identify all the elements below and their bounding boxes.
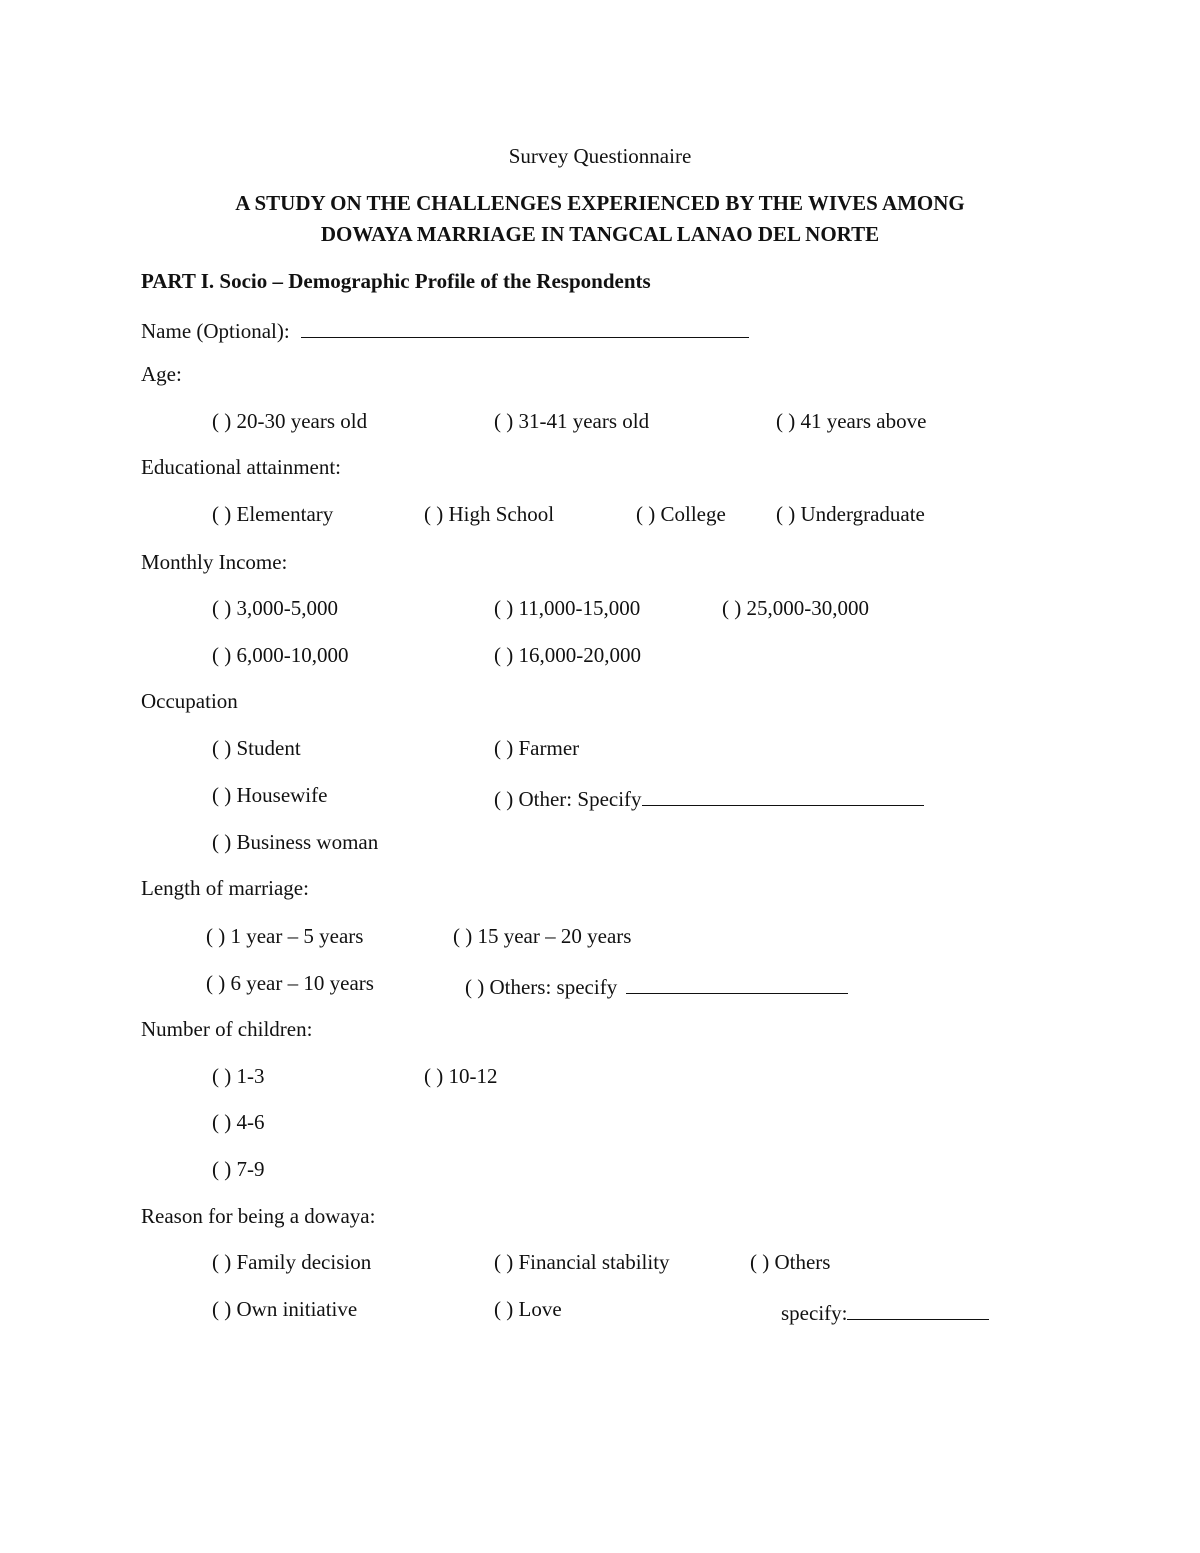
- occupation-option-student[interactable]: ( ) Student: [212, 736, 301, 760]
- marriage-length-label: Length of marriage:: [141, 876, 309, 900]
- reason-option-financial-stability[interactable]: ( ) Financial stability: [494, 1250, 670, 1274]
- income-label: Monthly Income:: [141, 550, 288, 574]
- education-option-high-school[interactable]: ( ) High School: [424, 502, 555, 526]
- form-title: Survey Questionnaire: [508, 144, 692, 168]
- age-option-31-41[interactable]: ( ) 31-41 years old: [494, 409, 650, 433]
- education-option-undergraduate[interactable]: ( ) Undergraduate: [776, 502, 925, 526]
- marriage-specify-blank[interactable]: [626, 973, 848, 994]
- income-option-16000-20000[interactable]: ( ) 16,000-20,000: [494, 643, 641, 667]
- reason-specify-row: [781, 1299, 989, 1324]
- children-option-7-9[interactable]: ( ) 7-9: [212, 1157, 265, 1181]
- reason-option-own-initiative[interactable]: ( ) Own initiative: [212, 1297, 358, 1321]
- education-option-college[interactable]: ( ) College: [636, 502, 726, 526]
- children-label: Number of children:: [141, 1017, 313, 1041]
- education-label: Educational attainment:: [141, 455, 342, 479]
- children-option-1-3[interactable]: ( ) 1-3: [212, 1064, 265, 1088]
- children-option-10-12[interactable]: ( ) 10-12: [424, 1064, 498, 1088]
- occupation-option-other[interactable]: ( ) Other: Specify: [494, 787, 642, 811]
- reason-option-others[interactable]: ( ) Others: [750, 1250, 831, 1274]
- age-option-41-above[interactable]: ( ) 41 years above: [776, 409, 927, 433]
- reason-label: Reason for being a dowaya:: [141, 1204, 376, 1228]
- occupation-other-row: [494, 785, 924, 810]
- age-option-20-30[interactable]: ( ) 20-30 years old: [212, 409, 368, 433]
- marriage-option-15-20[interactable]: ( ) 15 year – 20 years: [453, 924, 632, 948]
- reason-specify-blank[interactable]: [847, 1299, 989, 1320]
- name-blank-line[interactable]: [301, 317, 749, 338]
- income-option-3000-5000[interactable]: ( ) 3,000-5,000: [212, 596, 338, 620]
- reason-option-family-decision[interactable]: ( ) Family decision: [212, 1250, 372, 1274]
- marriage-option-others[interactable]: ( ) Others: specify: [465, 975, 618, 999]
- income-option-6000-10000[interactable]: ( ) 6,000-10,000: [212, 643, 349, 667]
- age-label: Age:: [141, 362, 182, 386]
- income-option-11000-15000[interactable]: ( ) 11,000-15,000: [494, 596, 641, 620]
- name-field-row: [141, 317, 749, 342]
- marriage-other-row: [465, 973, 848, 998]
- children-option-4-6[interactable]: ( ) 4-6: [212, 1110, 265, 1134]
- reason-specify-label: specify:: [781, 1301, 848, 1325]
- study-title-line-1: A STUDY ON THE CHALLENGES EXPERIENCED BY THE WIVES AMONG: [235, 191, 965, 215]
- marriage-option-1-5[interactable]: ( ) 1 year – 5 years: [206, 924, 364, 948]
- education-option-elementary[interactable]: ( ) Elementary: [212, 502, 334, 526]
- study-title-line-2: DOWAYA MARRIAGE IN TANGCAL LANAO DEL NORTE: [320, 222, 880, 246]
- occupation-specify-blank[interactable]: [642, 785, 924, 806]
- occupation-option-business-woman[interactable]: ( ) Business woman: [212, 830, 379, 854]
- name-label: Name (Optional):: [141, 319, 290, 343]
- marriage-option-6-10[interactable]: ( ) 6 year – 10 years: [206, 971, 374, 995]
- occupation-option-housewife[interactable]: ( ) Housewife: [212, 783, 328, 807]
- occupation-label: Occupation: [141, 689, 238, 713]
- occupation-option-farmer[interactable]: ( ) Farmer: [494, 736, 580, 760]
- part-1-heading: PART I. Socio – Demographic Profile of the Respondents: [141, 269, 651, 293]
- income-option-25000-30000[interactable]: ( ) 25,000-30,000: [722, 596, 869, 620]
- reason-option-love[interactable]: ( ) Love: [494, 1297, 562, 1321]
